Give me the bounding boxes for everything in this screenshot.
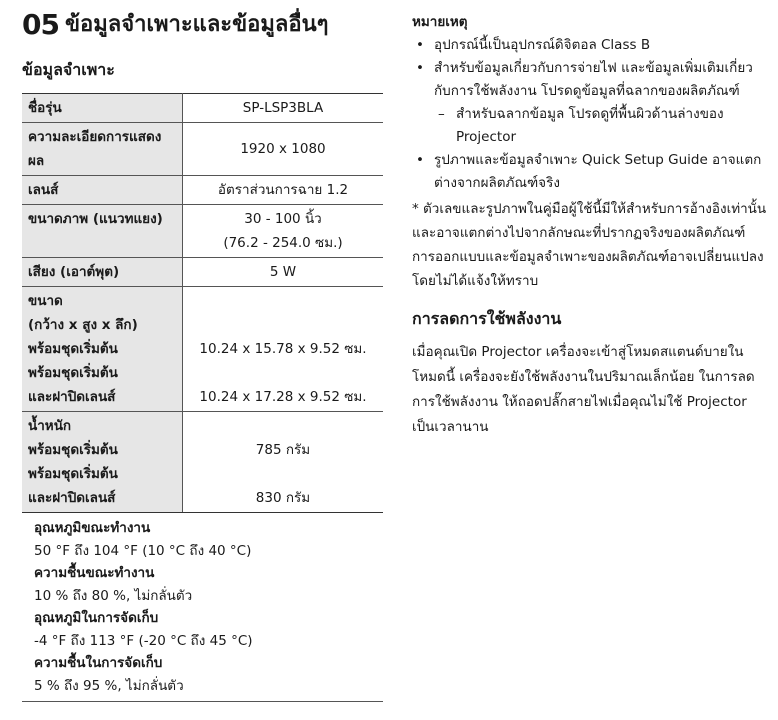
weight-item2-label-a: พร้อมชุดเริ่มต้น [28, 466, 118, 482]
spec-heading: ข้อมูลจำเพาะ [22, 60, 115, 79]
size-item1-label: พร้อมชุดเริ่มต้น [28, 341, 118, 357]
spec-table [22, 93, 383, 512]
env-heading: ความชื้นขณะทำงาน [34, 565, 155, 581]
note-text: รูปภาพและข้อมูลจำเพาะ Quick Setup Guide อาจแตกต่างจากผลิตภัณฑ์จริง [434, 152, 762, 191]
table-row [22, 412, 383, 513]
spec-value: 5 W [183, 258, 384, 287]
spec-label: ความละเอียดการแสดงผล [22, 123, 183, 176]
note-item [412, 149, 768, 195]
notes-list [412, 34, 768, 195]
spec-label: ชื่อรุ่น [22, 94, 183, 123]
chapter-title: ข้อมูลจำเพาะและข้อมูลอื่นๆ [64, 12, 329, 37]
note-sublist [434, 103, 768, 149]
note-subitem-text: สำหรับฉลากข้อมูล โปรดดูที่พื้นผิวด้านล่างของ Projector [456, 106, 724, 145]
power-text: เมื่อคุณเปิด Projector เครื่องจะเข้าสู่โหมดสแตนด์บายในโหมดนี้ เครื่องจะยังใช้พลังงานในปริมาณเล็กน้อย ในการลดการใช้พลังงาน ให้ถอดปลั๊กสายไฟเมื่อคุณไม่ใช้ Projector เป็นเวลานาน [412, 344, 755, 435]
note-subitem [434, 103, 768, 149]
note-text: สำหรับข้อมูลเกี่ยวกับการจ่ายไฟ และข้อมูลเพิ่มเติมเกี่ยวกับการใช้พลังงาน โปรดดูข้อมูลที่ฉลากของผลิตภัณฑ์ [434, 60, 753, 99]
env-heading: อุณหภูมิขณะทำงาน [34, 520, 151, 536]
table-row [22, 176, 383, 205]
spec-label: ขนาดภาพ (แนวทแยง) [22, 205, 183, 258]
spec-value: SP-LSP3BLA [183, 94, 384, 123]
env-value: 10 % ถึง 80 %, ไม่กลั่นตัว [34, 587, 193, 604]
spec-value-line: 30 - 100 นิ้ว [244, 211, 322, 227]
chapter-header [22, 10, 383, 40]
table-row [22, 287, 383, 412]
weight-label-main: น้ำหนัก [28, 418, 72, 434]
right-column [412, 10, 768, 440]
power-heading: การลดการใช้พลังงาน [412, 309, 562, 328]
chapter-number: 05 [22, 8, 59, 41]
table-row [22, 205, 383, 258]
size-values [183, 287, 384, 412]
note-text: อุปกรณ์นี้เป็นอุปกรณ์ดิจิตอล Class B [434, 37, 651, 53]
weight-item1-value: 785 กรัม [255, 442, 311, 458]
spec-value: อัตราส่วนการฉาย 1.2 [183, 176, 384, 205]
table-row [22, 258, 383, 287]
size-label [22, 287, 183, 412]
left-column [22, 10, 383, 702]
env-value: -4 °F ถึง 113 °F (-20 °C ถึง 45 °C) [34, 632, 253, 649]
spec-value [183, 205, 384, 258]
weight-label [22, 412, 183, 513]
weight-item2-value: 830 กรัม [255, 490, 311, 506]
weight-item2-label-b: และฝาปิดเลนส์ [28, 490, 116, 506]
weight-item1-label: พร้อมชุดเริ่มต้น [28, 442, 118, 458]
weight-values [183, 412, 384, 513]
size-label-main: ขนาด [28, 293, 63, 309]
spec-label: เลนส์ [22, 176, 183, 205]
size-item2-label-b: และฝาปิดเลนส์ [28, 389, 116, 405]
table-row [22, 94, 383, 123]
environment-block [22, 512, 383, 702]
note-item [412, 57, 768, 149]
spec-value: 1920 x 1080 [183, 123, 384, 176]
note-item [412, 34, 768, 57]
footnote: * ตัวเลขและรูปภาพในคู่มือผู้ใช้นี้มีให้สำหรับการอ้างอิงเท่านั้น และอาจแตกต่างไปจากลักษณะที่ปรากฏจริงของผลิตภัณฑ์ การออกแบบและข้อมูลจำเพาะของผลิตภัณฑ์อาจเปลี่ยนแปลงโดยไม่ได้แจ้งให้ทราบ [412, 201, 767, 289]
env-value: 5 % ถึง 95 %, ไม่กลั่นตัว [34, 677, 184, 694]
size-item2-label-a: พร้อมชุดเริ่มต้น [28, 365, 118, 381]
size-item1-value: 10.24 x 15.78 x 9.52 ซม. [199, 341, 367, 357]
env-heading: อุณหภูมิในการจัดเก็บ [34, 610, 159, 626]
spec-value-line: (76.2 - 254.0 ซม.) [223, 235, 343, 251]
size-item2-value: 10.24 x 17.28 x 9.52 ซม. [199, 389, 367, 405]
notes-title: หมายเหตุ [412, 14, 468, 30]
size-label-sub: (กว้าง x สูง x ลึก) [28, 317, 138, 333]
table-row [22, 123, 383, 176]
env-heading: ความชื้นในการจัดเก็บ [34, 655, 163, 671]
env-value: 50 °F ถึง 104 °F (10 °C ถึง 40 °C) [34, 542, 252, 559]
spec-label: เสียง (เอาต์พุต) [22, 258, 183, 287]
